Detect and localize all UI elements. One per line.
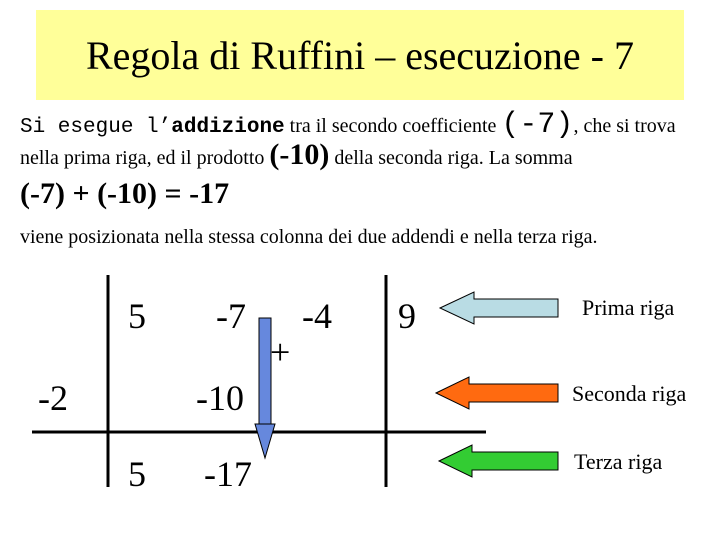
row1-coef-1: 5	[128, 296, 146, 336]
third-row-arrow-icon	[439, 445, 558, 477]
intro-text: , che si trova	[573, 115, 676, 137]
explanation-text: viene posizionata nella stessa colonna dei due addendi e nella terza riga.	[20, 226, 598, 248]
second-row-label: Seconda riga	[572, 381, 687, 406]
row3-value-2: -17	[204, 454, 252, 494]
title-text: Regola di Ruffini – esecuzione - 7	[85, 32, 634, 78]
intro-text: tra il secondo coefficiente	[284, 115, 502, 137]
sum-equation: (-7) + (-10) = -17	[20, 177, 230, 210]
third-row-label: Terza riga	[574, 449, 663, 474]
plus-sign: +	[270, 332, 291, 372]
first-row-label: Prima riga	[582, 295, 675, 320]
row3-value-1: 5	[128, 454, 146, 494]
row1-coef-4: 9	[398, 296, 416, 336]
first-row-arrow-icon	[440, 292, 558, 324]
row1-coef-2: -7	[216, 296, 246, 336]
intro-text: nella prima riga, ed il prodotto	[20, 147, 270, 169]
root-value: -2	[38, 378, 68, 418]
product-value: (-10)	[269, 138, 330, 171]
intro-text: Si esegue l’	[20, 116, 172, 139]
second-row-arrow-icon	[436, 377, 558, 409]
row2-product: -10	[196, 378, 244, 418]
row1-coef-3: -4	[302, 296, 332, 336]
coefficient-value: (-7)	[501, 108, 574, 142]
intro-text: della seconda riga. La somma	[329, 147, 573, 169]
intro-emphasis: addizione	[171, 116, 285, 139]
